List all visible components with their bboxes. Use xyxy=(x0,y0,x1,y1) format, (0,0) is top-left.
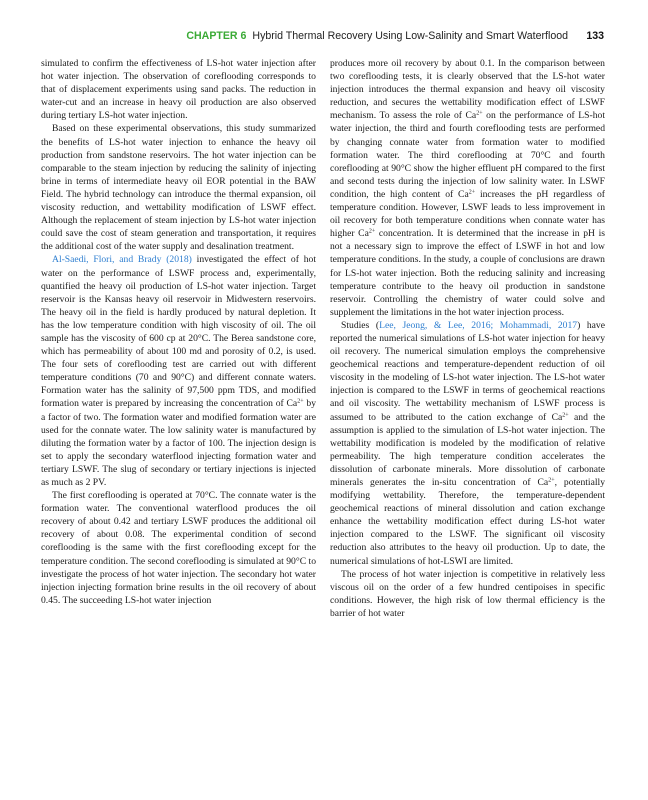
paragraph: produces more oil recovery by about 0.1. In the comparison between two coreflooding tests, it is clearly observed that the LS-hot water injection introduces the thermal expansion and heavy oil viscosity reduction, and secures the wettability modification effect of LSWF mechanism. To assess the role of $Ca^{2+}$ on the performance of LS-hot water injection, the third and fourth coreflooding tests are performed by changing connate water from formation water to modified formation water. The third coreflooding at 70°C and fourth coreflooding at 90°C show the higher effluent pH compared to the first and second tests during the injection of low salinity water. In LSWF condition, the high content of $Ca^{2+}$ increases the pH regardless of temperature condition. However, LSWF leads to less improvement in oil recovery for both temperature conditions when connate water has higher $Ca^{2+}$ concentration. It is determined that the increase in pH is not a necessary sign to improve the effect of LSWF in hot and low temperature conditions. In the study, a couple of conclusions are drawn for LS-hot water injection. Both the reducing salinity and increasing temperature contribute to the heavy oil production in sandstone reservoir. Controlling the chemistry of water could solve and supplement the limitations in the hot water injection process. xyxy=(330,58,605,318)
left-column xyxy=(41,57,316,607)
page-number: 133 xyxy=(586,30,604,42)
paragraph: Al-Saedi, Flori, and Brady (2018) investigated the effect of hot water on the performance of LSWF process and, experimentally, quantified the heavy oil production of LS-hot water injection. Target reservoir is the Kansas heavy oil reservoir in Midwestern reservoirs. The heavy oil in the field is hardly produced by natural depletion. It has the low temperature condition with high viscosity of oil. The oil sample has the viscosity of 600 cp at 20°C. The Berea sandstone core, which has permeability of about 100 md and porosity of 0.2, is used. The four sets of coreflooding test are carried out with different temperature conditions (70 and 90°C) and different connate waters. Formation water has the salinity of 97,500 ppm TDS, and modified formation water is prepared by increasing the concentration of $Ca^{2+}$ by a factor of two. The formation water and modified formation water are used for the connate water. The low salinity water is manufactured by diluting the formation water by a factor of 100. The injection design is set to apply the secondary waterflood injecting formation water and tertiary LSWF. The slug of secondary or tertiary injections is injected as much as 2 PV. xyxy=(41,254,316,488)
running-header xyxy=(0,30,604,50)
chapter-label: CHAPTER 6 xyxy=(186,30,247,42)
paragraph: simulated to confirm the effectiveness of LS-hot water injection after hot water injection. The observation of coreflooding corresponds to that of displacement experiments using sand packs. The reduction in water-cut and an increase in heavy oil production are also observed during tertiary LS-hot water injection. xyxy=(41,58,316,122)
paragraph: Studies (Lee, Jeong, & Lee, 2016; Mohammadi, 2017) have reported the numerical simulations of LS-hot water injection for heavy oil recovery. The numerical simulation employs the comprehensive geochemical reactions and temperature-dependent reduction of oil viscosity in the modeling of LS-hot water injection. The LS-hot water injection is compared to the LSWF in terms of geochemical reactions and oil viscosity. The wettability mechanism of LSWF process is assumed to be attributed to the cation exchange of $Ca^{2+}$ and the assumption is applied to the simulation of LS-hot water injection. The wettability modification is modeled by the modification of relative permeability. The high temperature condition accelerates the dissolution of carbonate minerals. More dissolution of carbonate minerals generates the in-situ concentration of $Ca^{2+}$, potentially modifying wettability. Therefore, the temperature-dependent geochemical reactions of mineral dissolution and cation exchange enhance the wettability modification effect during LS-hot water injection compared to the LSWF. The significant oil viscosity reduction also attributes to the heavy oil production. Up to date, the numerical simulations of hot-LSWI are limited. xyxy=(330,319,606,567)
citation-link[interactable]: Al-Saedi, Flori, and Brady (2018) xyxy=(52,254,192,266)
paragraph: Based on these experimental observations, this study summarized the benefits of LS-hot water injection to enhance the heavy oil production from sandstone reservoirs. The hot water injection can be comparable to the steam injection by reducing the salinity of injecting brine in terms of intermediate heavy oil EOR potential in the BAW Field. The hybrid technology can introduce the thermal expansion, oil viscosity reduction, and wettability modification of LSWF effect. Although the replacement of steam injection by LS-hot water injection could save the cost of steam generation and transportation, it requires the additional cost of the water supply and desalination treatment. xyxy=(41,123,316,253)
chapter-title: Hybrid Thermal Recovery Using Low-Salinity and Smart Waterflood xyxy=(252,30,568,42)
paragraph: The process of hot water injection is competitive in relatively less viscous oil on the order of a few hundred centipoises in specific conditions. However, the high risk of low thermal efficiency is the barrier of hot water xyxy=(330,568,605,619)
paragraph: The first coreflooding is operated at 70°C. The connate water is the formation water. The conventional waterflood produces the oil recovery of about 0.42 and tertiary LSWF produces the additional oil recovery of about 0.08. The experimental condition of second coreflooding is the same with the first coreflooding except for the temperature condition. The second coreflooding is simulated at 90°C to investigate the process of hot water injection. The secondary hot water injection injecting formation brine results in the oil recovery of about 0.45. The succeeding LS-hot water injection xyxy=(41,490,316,606)
right-column xyxy=(330,57,605,620)
citation-link[interactable]: Lee, Jeong, & Lee, 2016; Mohammadi, 2017 xyxy=(379,319,578,331)
